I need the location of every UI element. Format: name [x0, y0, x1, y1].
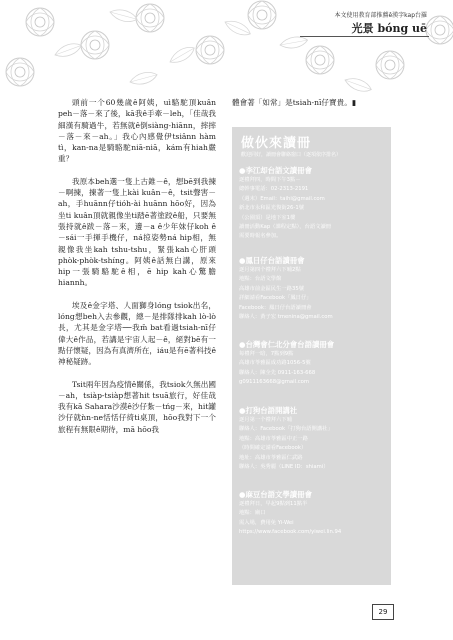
sidebar-title: 做伙來讀冊 [241, 136, 312, 151]
club-name: ●鳳日仔台語讀冊會 [239, 256, 305, 265]
club-detail: 高雄市苓雅區成功路1056-5號 [239, 360, 311, 367]
sidebar-subtitle: 歡迎同好，讀冊會聯絡窗口（逐項依序排名） [241, 152, 342, 158]
club-detail: Facebook：鳳日仔台語讀冊會 [239, 304, 312, 311]
club-detail: 聯絡人：陳全先 0911-163-668 [239, 369, 316, 376]
club-detail: 地點：廟口 [239, 510, 266, 517]
club-name: ●麻豆台語文學讀冊會 [239, 490, 312, 499]
club-detail: （時間確定請看Facebook） [239, 445, 307, 452]
article-paragraph: 頭前一个60幾歲ê阿姨，uì駱駝頂kuân peh－落－來了後，kā我ê手牽－leh，「佳哉我細漢有騎過牛，若無就ê倒siàng-hiānn，摔摔－落－來－ah。」我心內感覺伊tsiânn hàm tì，kan-na是騎駱駝niā-niā，kám有hiah嚴重？ [58, 98, 216, 164]
club-detail: 需要時報名參加。 [239, 233, 282, 240]
club-detail: 讀冊活動Kap（課程定點），台語文讀冊 [239, 224, 332, 231]
article-paragraph: 埃及ê金字塔、人面獅身lóng tsiok出名，lóng想beh入去參觀，總－是排隊排kah lò-lò長，尤其是金字塔──我m̄ bat看過tsiah-nī仔偉大ê作品，若講是宇宙人起－ê，絕對bē有一點仔懷疑，因為有真濟所在，iáu是有ē著科技ê神秘疑跡。 [58, 300, 216, 367]
club-detail: 地點：高雄市苓雅區中正一路 [239, 435, 308, 442]
article-paragraph: Tsit兩年因為疫情ê關係，我tsiok久無出國－ah，tsiàp-tsiàp想著hit tsuā旅行，好佳哉我有kā Sahara沙漠ê沙仔紮－tńg－來，hit罐沙仔就ǹn-ne恬恬仔徛ti桌頂，hōo我對下一个旅程有無限ê期待，mā hōo我 [58, 379, 216, 434]
club-name: ●台灣會仁北分會台語讀冊會 [239, 340, 335, 349]
club-detail: 高雄市前金區民生一路35號 [239, 285, 305, 292]
club-entry [239, 255, 333, 322]
header-note: 本文使用教育部推薦ê漢字kap台羅 [334, 12, 427, 19]
page-title: 光景 bóng uē [351, 22, 427, 35]
club-detail: 總幹事電話：02-2313-2191 [239, 186, 309, 193]
club-detail: 逐禮拜四，時間下午3點－ [239, 177, 301, 183]
club-detail: 聯絡人：吳秀麗（LINE ID：shiami） [239, 464, 329, 471]
club-entry [239, 405, 333, 472]
club-detail: 詳細請看Facebook「鳳日仔」 [239, 295, 312, 302]
club-detail: 逐月第四个禮拜六下晡2點 [239, 267, 301, 273]
article-column [58, 97, 216, 446]
end-mark-icon: ▮ [351, 98, 356, 107]
club-detail: 聯絡人：Facebook「打狗台語開講社」 [239, 426, 333, 433]
club-detail: 新北市永和區光復街26-1號 [239, 205, 304, 212]
continued-text: 體會著「如常」是tsiah-nī仔寶貴。 [232, 98, 352, 107]
club-detail: 地點：台語文學館 [239, 276, 282, 283]
club-detail: 需入場，費用免 Yi-Wei [239, 519, 294, 526]
club-name: ●李江却台語文讀冊會 [239, 166, 312, 175]
club-detail: 逐禮拜日，早起9點到11點半 [239, 501, 308, 507]
page-number: 29 [372, 604, 394, 620]
club-detail: g0911163668@gmail.com [239, 379, 310, 386]
club-detail: （週末）Email：taihi@gmail.com [239, 195, 325, 202]
club-detail: （公園頂）是地下室1樓 [239, 214, 296, 221]
article-paragraph: 我原本beh選一隻上古錐－ê，想bē到我揀－啊揀，揀著一隻上kài kuân－ê，tsit聲害－ah，手huānn仔tióh-ài huānn hōo好，因為坐ti kuân頂就親像坐ti踏ē著塗跤ê船，只要無張持就ê跋－落－來，邊－a ê少年妹仔koh ê－sái一手揮手機仔，ná掠姿勢ná hip相，無親像我坐kah tshu-tshu，緊張kah心肝頭phòk-phòk-tshíng。阿姨ê話無白講，原來hip一張騎駱駝ê相，ē hip kah心驚膽hiannh。 [58, 176, 216, 288]
club-entry [239, 489, 341, 538]
header-divider [300, 36, 429, 37]
club-detail: 地址：高雄市苓雅區仁武路 [239, 454, 303, 461]
reading-club-sidebar [232, 127, 391, 585]
club-detail: 每禮拜一暗，7點到9點 [239, 351, 294, 357]
club-name: ●打狗台語開講社 [239, 406, 298, 415]
club-detail: 逐月第一个禮拜六下晡 [239, 417, 292, 423]
club-entry [239, 165, 331, 242]
club-entry [239, 339, 334, 388]
club-detail: https://www.facebook.com/yiwei.lin.94 [239, 529, 342, 536]
article-continued-line [232, 97, 356, 108]
club-detail: 聯絡人：黃子宏 tmenina@gmail.com [239, 314, 333, 321]
